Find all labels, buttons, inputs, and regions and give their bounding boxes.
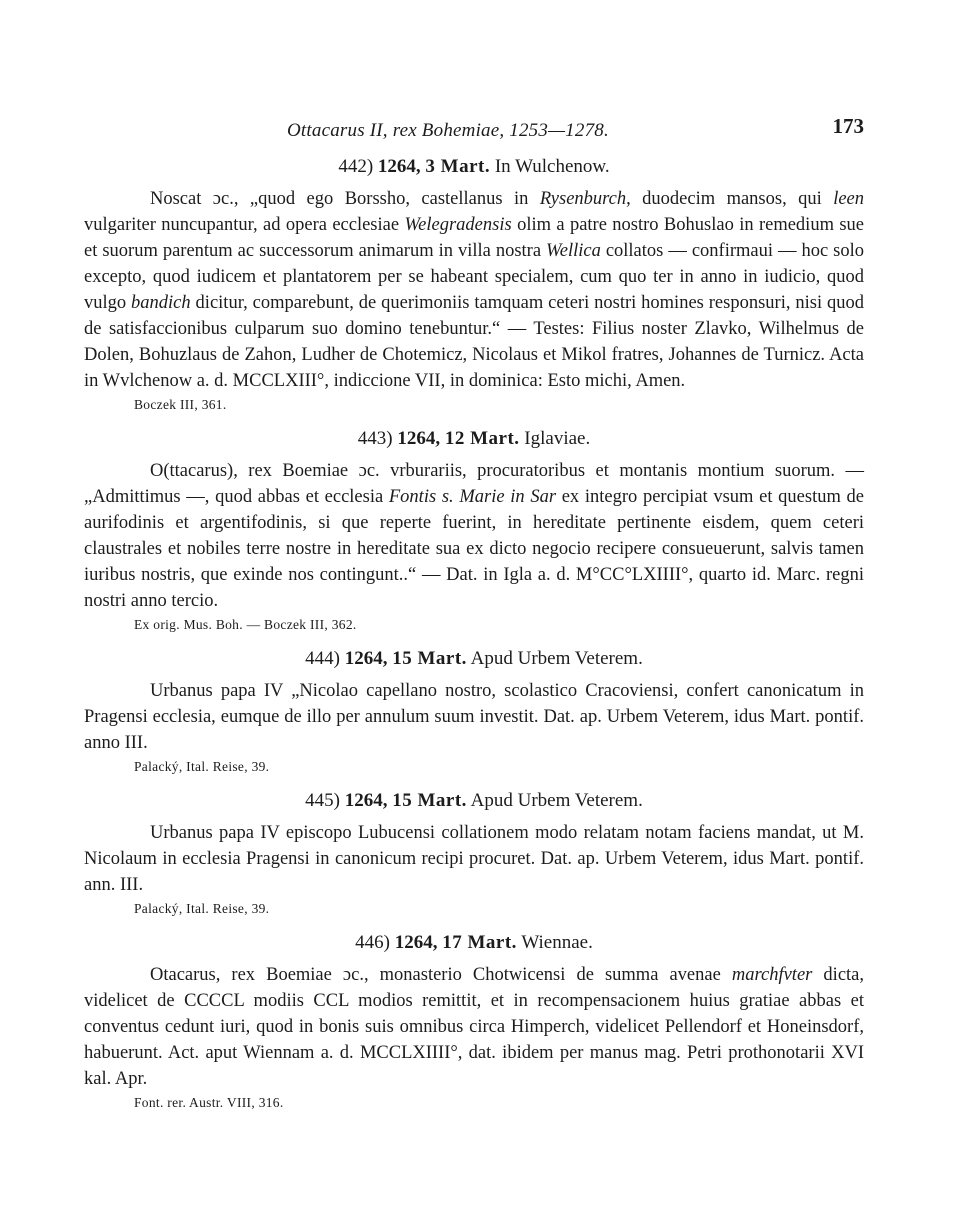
entry-day-month: 12 Mart. [444,428,520,449]
running-head [84,112,864,142]
entry-text: Urbanus papa IV „Nicolao capellano nostro, scolastico Cracoviensi, confert canonicatum in Pragensi ecclesia, eumque de illo per annulum suum investit. Dat. ap. Urbem Veterem, idus Mart. pontif. anno III. [84,681,864,753]
entry-source: Boczek III, 361. [134,397,227,412]
entry-year: 1264, [394,932,438,953]
entry-day-month: 15 Mart. [392,790,467,811]
entry-text: Otacarus, rex Boemiae ɔc., monasterio Chotwicensi de summa avenae marchfvter dicta, videlicet de CCCCL modiis CCL modios remittit, et in recompensacionem huius gratiae abbas et conventus cedunt iuri, quod in bonis suis omnibus circa Himperch, videlicet Pellendorf et Honeinsdorf, habuerunt. Act. aput Wiennam a. d. MCCLXIIII°, dat. ibidem per manus mag. Petri prothonotarii XVI kal. Apr. [84,965,865,1089]
entry-446 [84,930,864,1112]
entry-day-month: 3 Mart. [425,156,491,177]
entry-text: Noscat ɔc., „quod ego Borssho, castellanus in Rysenburch, duodecim mansos, qui leen vulgariter nuncupantur, ad opera ecclesiae Welegradensis olim a patre nostro Bohuslao in remedium sue et suorum parentum ac successorum animarum in villa nostra Wellica collatos — confirmaui — hoc solo excepto, quod iudicem et plantatorem per se habeant specialem, cum quo ter in anno in iudicio, quod vulgo bandich dicitur, comparebunt, de querimoniis tamquam ceteri nostri homines responsuri, nisi quod de satisfaccionibus culparum suo domino tenebuntur.“ — Testes: Filius noster Zlavko, Wilhelmus de Dolen, Bohuzlaus de Zahon, Ludher de Chotemicz, Nicolaus et Mikol fratres, Johannes de Turnicz. Acta in Wvlchenow a. d. MCCLXIII°, indiccione VII, in dominica: Esto michi, Amen. [84,189,865,391]
entry-year: 1264, [397,428,441,449]
entry-heading [84,788,864,814]
entry-text: O(ttacarus), rex Boemiae ɔc. vrburariis, procuratoribus et montanis montium suorum. — „Admittimus —, quod abbas et ecclesia Fontis s. Marie in Sar ex integro percipiat vsum et questum de aurifodinis et argentifodinis, si que reperte fuerint, in hereditate pertinente eisdem, quem ceteri claustrales et nobiles terre nostre in hereditate sua ex dicto negocio recipere consueuerunt, salvis tamen iuribus nostris, que exinde nos contingunt..“ — Dat. in Igla a. d. M°CC°LXIIII°, quarto id. Marc. regni nostri anno tercio. [84,461,865,611]
page [84,112,864,1112]
entry-text: Urbanus papa IV episcopo Lubucensi collationem modo relatam notam faciens mandat, ut M. Nicolaum in ecclesia Pragensi in canonicum recipi procuret. Dat. ap. Urbem Veterem, idus Mart. pontif. ann. III. [84,823,864,895]
entry-place: Apud Urbem Veterem. [470,790,643,811]
entry-place: Wiennae. [521,932,593,953]
entry-year: 1264, [377,156,421,177]
entry-heading [84,646,864,672]
entry-number: 446) [355,932,390,953]
entry-heading [84,930,864,956]
entry-source: Ex orig. Mus. Boh. — Boczek III, 362. [134,617,357,632]
entry-heading [84,154,864,180]
entry-place: In Wulchenow. [494,156,610,177]
entry-source: Font. rer. Austr. VIII, 316. [134,1095,284,1110]
entry-444 [84,646,864,776]
entry-443 [84,426,864,634]
entry-number: 442) [338,156,374,177]
page-number: 173 [832,114,864,138]
entry-number: 445) [305,790,340,811]
entry-year: 1264, [344,648,388,669]
running-title: Ottacarus II, rex Bohemiae, 1253—1278. [287,120,609,141]
entry-source: Palacký, Ital. Reise, 39. [134,901,270,916]
entry-day-month: 17 Mart. [442,932,517,953]
entry-day-month: 15 Mart. [392,648,467,669]
entry-number: 443) [357,428,393,449]
entry-442 [84,154,864,414]
entry-number: 444) [305,648,340,669]
entry-source: Palacký, Ital. Reise, 39. [134,759,270,774]
entry-year: 1264, [344,790,388,811]
entry-heading [84,426,864,452]
entry-445 [84,788,864,918]
entry-place: Apud Urbem Veterem. [470,648,643,669]
entry-place: Iglaviae. [524,428,591,449]
